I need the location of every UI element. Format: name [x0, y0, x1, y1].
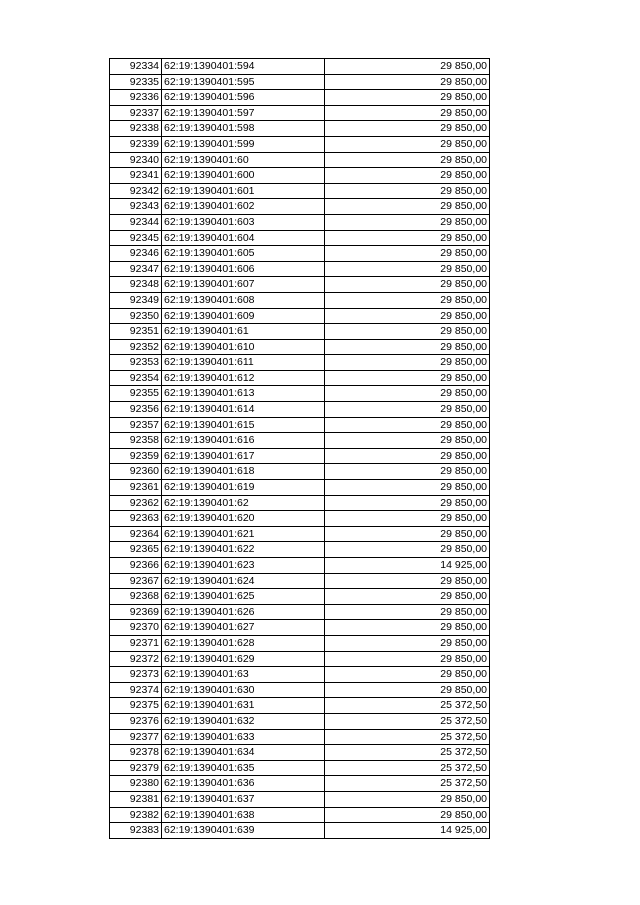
table-row [110, 246, 490, 262]
amount-cell: 29 850,00 [325, 199, 490, 215]
row-number-cell: 92337 [110, 105, 162, 121]
cadastral-number-cell: 62:19:1390401:622 [162, 542, 325, 558]
table-row [110, 823, 490, 839]
amount-cell: 29 850,00 [325, 807, 490, 823]
table-row [110, 339, 490, 355]
amount-cell: 29 850,00 [325, 480, 490, 496]
table-row [110, 90, 490, 106]
cadastral-number-cell: 62:19:1390401:618 [162, 464, 325, 480]
cadastral-number-cell: 62:19:1390401:60 [162, 152, 325, 168]
row-number-cell: 92349 [110, 292, 162, 308]
table-row [110, 105, 490, 121]
table-row [110, 59, 490, 75]
table-row [110, 136, 490, 152]
row-number-cell: 92374 [110, 682, 162, 698]
cadastral-number-cell: 62:19:1390401:595 [162, 74, 325, 90]
amount-cell: 29 850,00 [325, 277, 490, 293]
cadastral-number-cell: 62:19:1390401:61 [162, 324, 325, 340]
row-number-cell: 92363 [110, 511, 162, 527]
table-row [110, 324, 490, 340]
table-row [110, 74, 490, 90]
cadastral-number-cell: 62:19:1390401:598 [162, 121, 325, 137]
cadastral-number-cell: 62:19:1390401:613 [162, 386, 325, 402]
row-number-cell: 92383 [110, 823, 162, 839]
row-number-cell: 92352 [110, 339, 162, 355]
amount-cell: 29 850,00 [325, 152, 490, 168]
row-number-cell: 92362 [110, 495, 162, 511]
row-number-cell: 92360 [110, 464, 162, 480]
amount-cell: 25 372,50 [325, 698, 490, 714]
row-number-cell: 92335 [110, 74, 162, 90]
table-row [110, 370, 490, 386]
table-row [110, 589, 490, 605]
row-number-cell: 92380 [110, 776, 162, 792]
row-number-cell: 92341 [110, 168, 162, 184]
cadastral-number-cell: 62:19:1390401:597 [162, 105, 325, 121]
amount-cell: 29 850,00 [325, 339, 490, 355]
row-number-cell: 92357 [110, 417, 162, 433]
amount-cell: 29 850,00 [325, 682, 490, 698]
table-row [110, 495, 490, 511]
amount-cell: 29 850,00 [325, 417, 490, 433]
cadastral-number-cell: 62:19:1390401:607 [162, 277, 325, 293]
row-number-cell: 92346 [110, 246, 162, 262]
row-number-cell: 92364 [110, 526, 162, 542]
table-row [110, 417, 490, 433]
cadastral-number-cell: 62:19:1390401:634 [162, 745, 325, 761]
row-number-cell: 92361 [110, 480, 162, 496]
table-row [110, 651, 490, 667]
cadastral-number-cell: 62:19:1390401:619 [162, 480, 325, 496]
cadastral-number-cell: 62:19:1390401:600 [162, 168, 325, 184]
row-number-cell: 92365 [110, 542, 162, 558]
row-number-cell: 92334 [110, 59, 162, 75]
row-number-cell: 92339 [110, 136, 162, 152]
table-row [110, 635, 490, 651]
amount-cell: 29 850,00 [325, 511, 490, 527]
table-row [110, 760, 490, 776]
amount-cell: 25 372,50 [325, 713, 490, 729]
row-number-cell: 92358 [110, 433, 162, 449]
row-number-cell: 92356 [110, 402, 162, 418]
registry-table-body [110, 59, 490, 839]
cadastral-number-cell: 62:19:1390401:615 [162, 417, 325, 433]
amount-cell: 25 372,50 [325, 745, 490, 761]
cadastral-number-cell: 62:19:1390401:63 [162, 667, 325, 683]
cadastral-number-cell: 62:19:1390401:631 [162, 698, 325, 714]
row-number-cell: 92377 [110, 729, 162, 745]
cadastral-number-cell: 62:19:1390401:623 [162, 558, 325, 574]
cadastral-number-cell: 62:19:1390401:617 [162, 448, 325, 464]
cadastral-number-cell: 62:19:1390401:632 [162, 713, 325, 729]
cadastral-number-cell: 62:19:1390401:637 [162, 791, 325, 807]
row-number-cell: 92376 [110, 713, 162, 729]
amount-cell: 29 850,00 [325, 370, 490, 386]
amount-cell: 29 850,00 [325, 121, 490, 137]
amount-cell: 29 850,00 [325, 635, 490, 651]
row-number-cell: 92355 [110, 386, 162, 402]
amount-cell: 29 850,00 [325, 542, 490, 558]
table-row [110, 214, 490, 230]
amount-cell: 29 850,00 [325, 136, 490, 152]
cadastral-number-cell: 62:19:1390401:594 [162, 59, 325, 75]
amount-cell: 29 850,00 [325, 402, 490, 418]
cadastral-number-cell: 62:19:1390401:614 [162, 402, 325, 418]
amount-cell: 29 850,00 [325, 355, 490, 371]
table-row [110, 776, 490, 792]
row-number-cell: 92369 [110, 604, 162, 620]
cadastral-number-cell: 62:19:1390401:610 [162, 339, 325, 355]
amount-cell: 25 372,50 [325, 776, 490, 792]
row-number-cell: 92381 [110, 791, 162, 807]
table-row [110, 386, 490, 402]
amount-cell: 29 850,00 [325, 386, 490, 402]
row-number-cell: 92372 [110, 651, 162, 667]
amount-cell: 29 850,00 [325, 589, 490, 605]
cadastral-number-cell: 62:19:1390401:606 [162, 261, 325, 277]
row-number-cell: 92343 [110, 199, 162, 215]
table-row [110, 292, 490, 308]
amount-cell: 29 850,00 [325, 308, 490, 324]
table-row [110, 526, 490, 542]
row-number-cell: 92354 [110, 370, 162, 386]
row-number-cell: 92379 [110, 760, 162, 776]
table-row [110, 604, 490, 620]
row-number-cell: 92359 [110, 448, 162, 464]
table-row [110, 152, 490, 168]
cadastral-number-cell: 62:19:1390401:627 [162, 620, 325, 636]
row-number-cell: 92382 [110, 807, 162, 823]
cadastral-number-cell: 62:19:1390401:611 [162, 355, 325, 371]
amount-cell: 29 850,00 [325, 183, 490, 199]
table-row [110, 807, 490, 823]
table-row [110, 620, 490, 636]
cadastral-number-cell: 62:19:1390401:612 [162, 370, 325, 386]
cadastral-number-cell: 62:19:1390401:601 [162, 183, 325, 199]
row-number-cell: 92348 [110, 277, 162, 293]
cadastral-number-cell: 62:19:1390401:636 [162, 776, 325, 792]
cadastral-number-cell: 62:19:1390401:620 [162, 511, 325, 527]
amount-cell: 29 850,00 [325, 651, 490, 667]
cadastral-number-cell: 62:19:1390401:633 [162, 729, 325, 745]
row-number-cell: 92350 [110, 308, 162, 324]
table-row [110, 511, 490, 527]
amount-cell: 29 850,00 [325, 230, 490, 246]
table-row [110, 729, 490, 745]
amount-cell: 29 850,00 [325, 620, 490, 636]
row-number-cell: 92378 [110, 745, 162, 761]
cadastral-number-cell: 62:19:1390401:638 [162, 807, 325, 823]
amount-cell: 29 850,00 [325, 448, 490, 464]
table-row [110, 480, 490, 496]
table-row [110, 558, 490, 574]
amount-cell: 29 850,00 [325, 495, 490, 511]
table-row [110, 682, 490, 698]
cadastral-number-cell: 62:19:1390401:596 [162, 90, 325, 106]
row-number-cell: 92373 [110, 667, 162, 683]
amount-cell: 29 850,00 [325, 667, 490, 683]
row-number-cell: 92353 [110, 355, 162, 371]
cadastral-number-cell: 62:19:1390401:605 [162, 246, 325, 262]
cadastral-number-cell: 62:19:1390401:599 [162, 136, 325, 152]
row-number-cell: 92370 [110, 620, 162, 636]
row-number-cell: 92338 [110, 121, 162, 137]
cadastral-number-cell: 62:19:1390401:629 [162, 651, 325, 667]
row-number-cell: 92336 [110, 90, 162, 106]
table-row [110, 573, 490, 589]
cadastral-number-cell: 62:19:1390401:616 [162, 433, 325, 449]
amount-cell: 14 925,00 [325, 823, 490, 839]
amount-cell: 29 850,00 [325, 433, 490, 449]
row-number-cell: 92368 [110, 589, 162, 605]
cadastral-number-cell: 62:19:1390401:624 [162, 573, 325, 589]
amount-cell: 29 850,00 [325, 59, 490, 75]
row-number-cell: 92347 [110, 261, 162, 277]
table-row [110, 355, 490, 371]
row-number-cell: 92340 [110, 152, 162, 168]
amount-cell: 29 850,00 [325, 526, 490, 542]
cadastral-number-cell: 62:19:1390401:621 [162, 526, 325, 542]
amount-cell: 29 850,00 [325, 105, 490, 121]
cadastral-number-cell: 62:19:1390401:62 [162, 495, 325, 511]
cadastral-number-cell: 62:19:1390401:628 [162, 635, 325, 651]
cadastral-number-cell: 62:19:1390401:609 [162, 308, 325, 324]
row-number-cell: 92342 [110, 183, 162, 199]
amount-cell: 14 925,00 [325, 558, 490, 574]
table-row [110, 698, 490, 714]
amount-cell: 29 850,00 [325, 90, 490, 106]
table-row [110, 230, 490, 246]
row-number-cell: 92345 [110, 230, 162, 246]
table-row [110, 745, 490, 761]
table-row [110, 433, 490, 449]
cadastral-number-cell: 62:19:1390401:608 [162, 292, 325, 308]
amount-cell: 29 850,00 [325, 791, 490, 807]
amount-cell: 29 850,00 [325, 214, 490, 230]
cadastral-number-cell: 62:19:1390401:603 [162, 214, 325, 230]
amount-cell: 25 372,50 [325, 760, 490, 776]
cadastral-number-cell: 62:19:1390401:626 [162, 604, 325, 620]
table-row [110, 667, 490, 683]
cadastral-number-cell: 62:19:1390401:604 [162, 230, 325, 246]
cadastral-number-cell: 62:19:1390401:630 [162, 682, 325, 698]
table-row [110, 542, 490, 558]
table-row [110, 448, 490, 464]
table-row [110, 713, 490, 729]
table-row [110, 121, 490, 137]
cadastral-number-cell: 62:19:1390401:602 [162, 199, 325, 215]
table-row [110, 464, 490, 480]
amount-cell: 29 850,00 [325, 292, 490, 308]
row-number-cell: 92351 [110, 324, 162, 340]
row-number-cell: 92375 [110, 698, 162, 714]
amount-cell: 29 850,00 [325, 324, 490, 340]
amount-cell: 29 850,00 [325, 573, 490, 589]
row-number-cell: 92371 [110, 635, 162, 651]
cadastral-number-cell: 62:19:1390401:639 [162, 823, 325, 839]
cadastral-number-cell: 62:19:1390401:625 [162, 589, 325, 605]
row-number-cell: 92366 [110, 558, 162, 574]
amount-cell: 29 850,00 [325, 261, 490, 277]
amount-cell: 29 850,00 [325, 604, 490, 620]
table-row [110, 261, 490, 277]
table-row [110, 199, 490, 215]
cadastral-number-cell: 62:19:1390401:635 [162, 760, 325, 776]
amount-cell: 25 372,50 [325, 729, 490, 745]
amount-cell: 29 850,00 [325, 464, 490, 480]
table-row [110, 308, 490, 324]
amount-cell: 29 850,00 [325, 168, 490, 184]
table-row [110, 168, 490, 184]
amount-cell: 29 850,00 [325, 246, 490, 262]
table-row [110, 277, 490, 293]
row-number-cell: 92367 [110, 573, 162, 589]
table-row [110, 183, 490, 199]
row-number-cell: 92344 [110, 214, 162, 230]
amount-cell: 29 850,00 [325, 74, 490, 90]
table-row [110, 791, 490, 807]
registry-table [109, 58, 490, 839]
table-row [110, 402, 490, 418]
